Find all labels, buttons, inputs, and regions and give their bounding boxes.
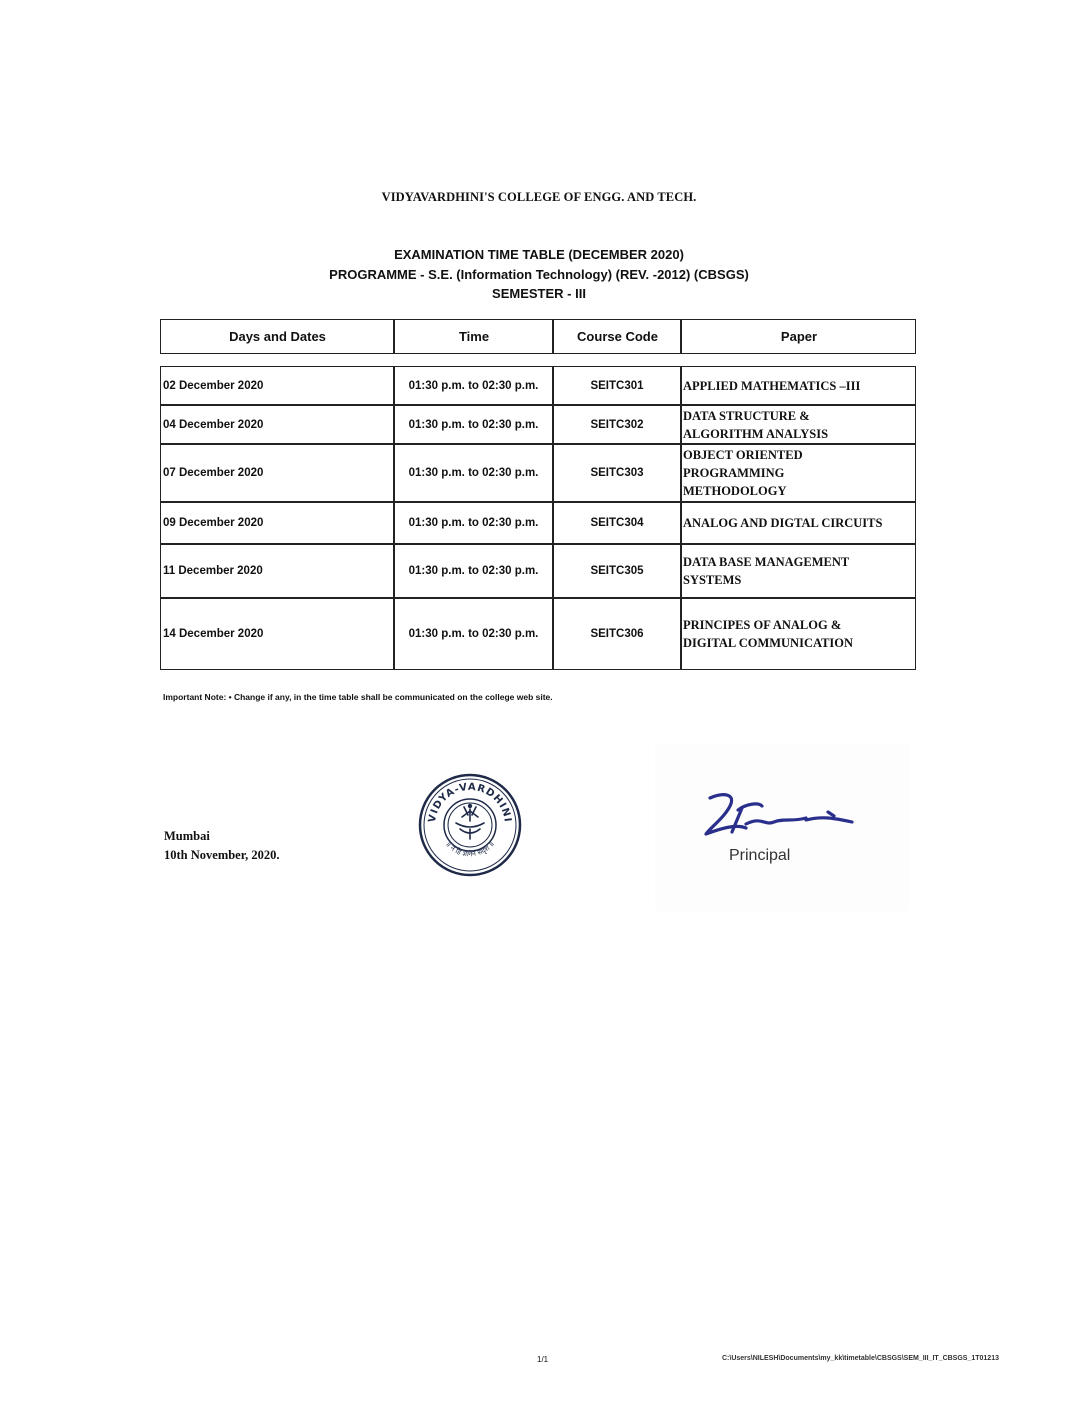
exam-date: 02 December 2020 — [163, 380, 264, 392]
place: Mumbai — [164, 829, 210, 843]
course-code: SEITC304 — [590, 517, 644, 529]
paper-name: APPLIED MATHEMATICS –III — [683, 379, 861, 393]
exam-time: 01:30 p.m. to 02:30 p.m. — [408, 628, 539, 640]
exam-time: 01:30 p.m. to 02:30 p.m. — [408, 565, 539, 577]
exam-time: 01:30 p.m. to 02:30 p.m. — [408, 467, 539, 479]
exam-date: 14 December 2020 — [163, 628, 264, 640]
semester-title: SEMESTER - III — [492, 286, 586, 301]
important-note: Important Note: • Change if any, in the time table shall be communicated on the college web site. — [163, 692, 553, 702]
exam-time: 01:30 p.m. to 02:30 p.m. — [408, 380, 539, 392]
paper-name: PRINCIPES OF ANALOG & DIGITAL COMMUNICATION — [683, 618, 854, 650]
svg-text:VIDYA-VARDHINI: VIDYA-VARDHINI — [426, 781, 513, 824]
exam-date: 04 December 2020 — [163, 419, 264, 431]
table-row — [161, 503, 915, 543]
programme-title: PROGRAMME - S.E. (Information Technology) (REV. -2012) (CBSGS) — [329, 267, 749, 282]
column-header-course-code: Course Code — [577, 329, 658, 344]
page-number: 1/1 — [537, 1355, 549, 1364]
exam-time: 01:30 p.m. to 02:30 p.m. — [408, 419, 539, 431]
course-code: SEITC306 — [590, 628, 644, 640]
course-code: SEITC302 — [590, 419, 644, 431]
course-code: SEITC303 — [590, 467, 644, 479]
course-code: SEITC301 — [590, 380, 644, 392]
exam-title: EXAMINATION TIME TABLE (DECEMBER 2020) — [394, 247, 684, 262]
principal-label: Principal — [729, 847, 791, 864]
principal-signature-icon — [702, 788, 862, 843]
timetable-header — [160, 319, 916, 354]
paper-name: DATA BASE MANAGEMENT SYSTEMS — [683, 555, 849, 587]
exam-time: 01:30 p.m. to 02:30 p.m. — [408, 517, 539, 529]
college-seal-icon — [418, 773, 522, 877]
exam-date: 09 December 2020 — [163, 517, 264, 529]
table-row — [161, 406, 915, 444]
exam-date: 11 December 2020 — [163, 565, 263, 577]
file-path: C:\Users\NILESH\Documents\my_kk\timetable\CBSGS\SEM_III_IT_CBSGS_1T01213 — [722, 1355, 999, 1362]
paper-name: OBJECT ORIENTED PROGRAMMING METHODOLOGY — [683, 448, 803, 498]
table-row — [161, 445, 915, 501]
table-row — [161, 599, 915, 669]
paper-name: ANALOG AND DIGTAL CIRCUITS — [683, 516, 883, 530]
column-header-days: Days and Dates — [229, 329, 326, 344]
paper-name: DATA STRUCTURE & ALGORITHM ANALYSIS — [683, 409, 829, 441]
course-code: SEITC305 — [590, 565, 644, 577]
column-header-time: Time — [458, 329, 490, 344]
timetable-body — [160, 366, 916, 670]
exam-date: 07 December 2020 — [163, 467, 264, 479]
table-row — [161, 367, 915, 405]
svg-text:॥ न हि ज्ञानेन सदृशं ॥: ॥ न हि ज्ञानेन सदृशं ॥ — [443, 840, 497, 859]
column-header-paper: Paper — [780, 329, 818, 344]
issue-date: 10th November, 2020. — [164, 848, 280, 862]
table-row — [161, 545, 915, 597]
college-name: VIDYAVARDHINI'S COLLEGE OF ENGG. AND TECH. — [381, 190, 697, 204]
